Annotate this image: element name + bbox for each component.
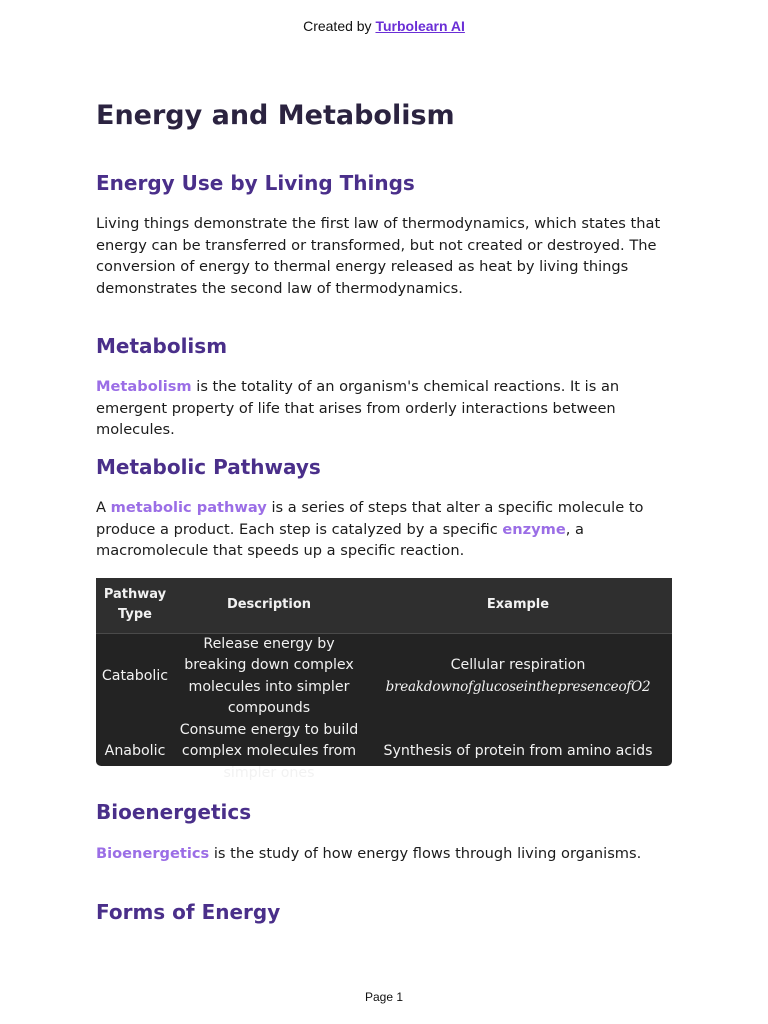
- created-by-label: Created by: [303, 18, 372, 34]
- text-fragment: , a macromolecule that speeds up a specific reaction.: [96, 520, 584, 559]
- section-heading-bioenergetics: Bioenergetics: [96, 800, 252, 824]
- section-heading-metabolic-pathways: Metabolic Pathways: [96, 455, 321, 479]
- text-fragment: is a series of steps that alter a specific molecule to produce a product. Each step is catalyzed by a specific: [96, 499, 644, 538]
- page-number: Page 1: [364, 990, 404, 1004]
- term-metabolic-pathway: metabolic pathway: [110, 499, 267, 516]
- bioenergetics-definition: is the study of how energy flows through living organisms.: [209, 845, 642, 862]
- cell-example: [364, 633, 672, 720]
- section-body-metabolic-pathways: [96, 497, 672, 562]
- term-enzyme: enzyme: [502, 520, 566, 538]
- pathway-table: [96, 578, 672, 781]
- text-fragment: A: [96, 499, 111, 516]
- table-row: [96, 720, 672, 785]
- page-title: Energy and Metabolism: [96, 100, 455, 131]
- math-expression: breakdownofglucoseinthepresenceofO2: [385, 678, 651, 695]
- metabolism-definition: is the totality of an organism's chemical reactions. It is an emergent property of life that arises from orderly interactions between molecules.: [96, 378, 620, 438]
- section-heading-energy-use: Energy Use by Living Things: [96, 171, 415, 195]
- cell-description: Release energy by breaking down complex molecules into simpler compounds: [184, 635, 354, 716]
- section-body-metabolism: [96, 376, 672, 441]
- table-row: [96, 633, 672, 720]
- header-pathway-type: Pathway Type: [96, 578, 174, 633]
- cell-example: Synthesis of protein from amino acids: [383, 743, 653, 759]
- created-by-banner: [0, 18, 768, 34]
- section-heading-metabolism: Metabolism: [96, 334, 228, 358]
- cell-type: Anabolic: [104, 743, 166, 759]
- cell-type: Catabolic: [101, 667, 169, 684]
- term-metabolism: Metabolism: [96, 378, 192, 395]
- section-body-energy-use: Living things demonstrate the first law of thermodynamics, which states that energy can be transferred or transformed, but not created or destroyed. The conversion of energy to thermal energy released as heat by living things demonstrates the second law of thermodynamics.: [96, 215, 661, 297]
- header-description: Description: [174, 578, 364, 633]
- term-bioenergetics: Bioenergetics: [96, 845, 210, 862]
- header-example: Example: [364, 578, 672, 633]
- section-heading-forms-of-energy: Forms of Energy: [96, 900, 281, 924]
- cell-description: Consume energy to build complex molecules from simpler ones: [179, 721, 359, 781]
- example-text: Cellular respiration: [450, 657, 586, 673]
- turbolearn-link[interactable]: Turbolearn AI: [375, 18, 465, 34]
- section-body-bioenergetics: [96, 843, 672, 865]
- table-header-row: [96, 578, 672, 633]
